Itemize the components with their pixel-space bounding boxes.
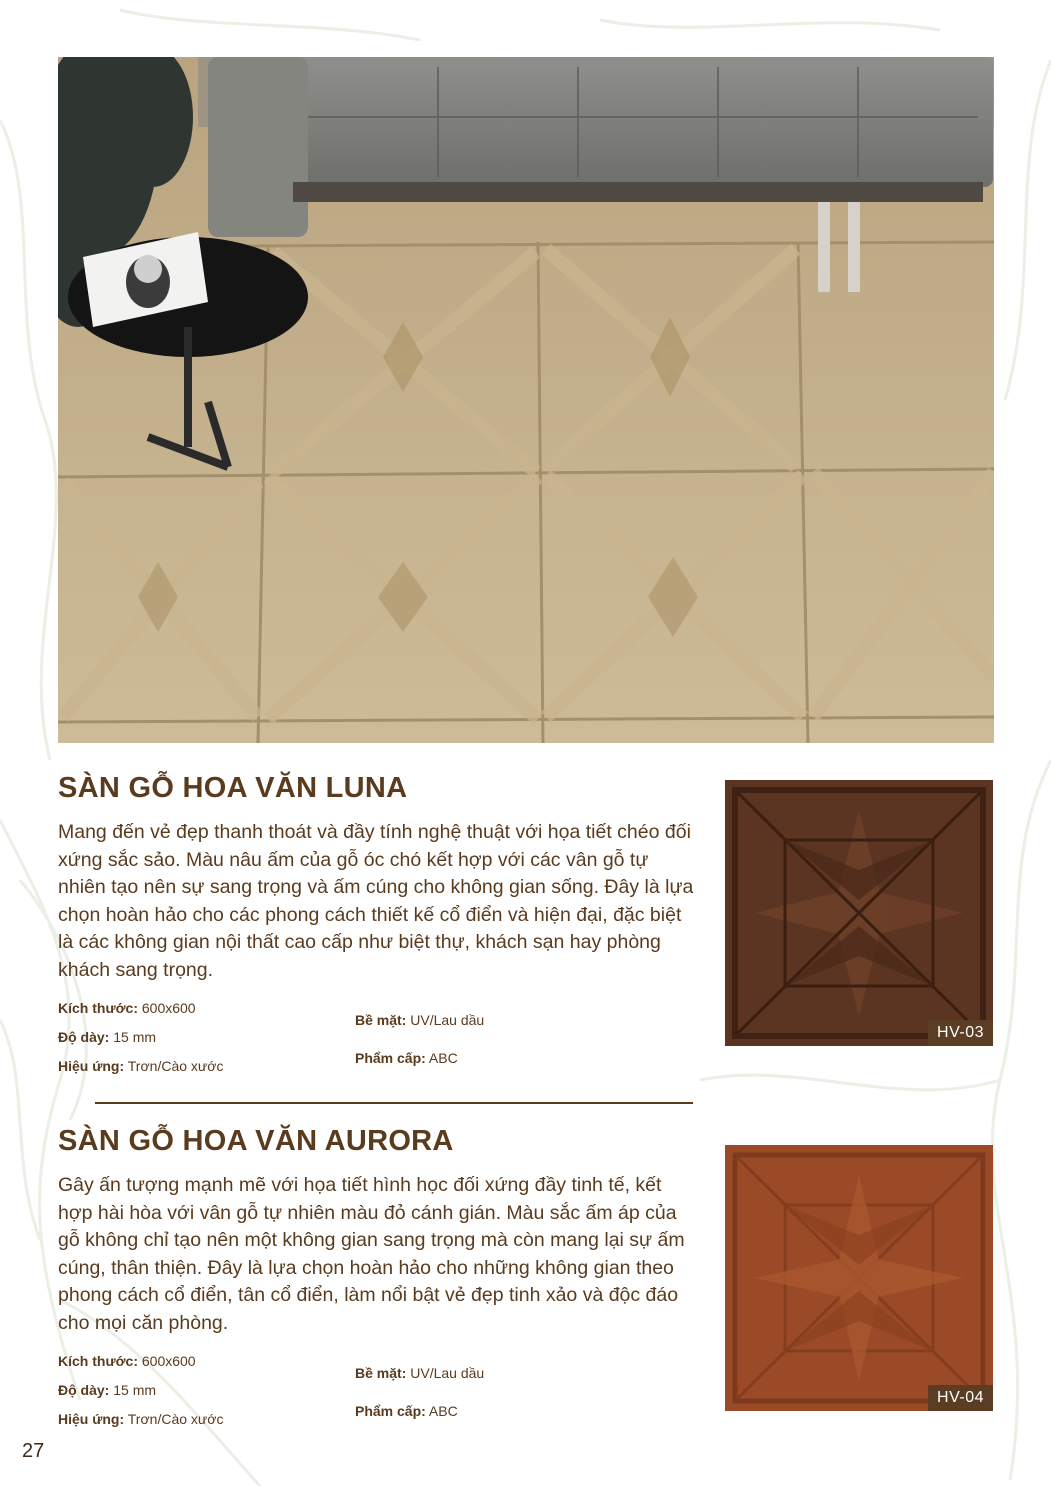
product-name: LUNA (325, 772, 408, 804)
living-room-parquet-floor-illustration (58, 57, 994, 743)
spec-grade: Phẩm cấp: ABC (355, 1050, 458, 1066)
product-description: Mang đến vẻ đẹp thanh thoát và đầy tính nghệ thuật với họa tiết chéo đối xứng sắc sảo. Màu nâu ấm của gỗ óc chó kết hợp với các vân gỗ tự nhiên tạo nên sự sang trọng và ấm cúng cho không gian sống. Đây là lựa chọn hoàn hảo cho các phong cách thiết kế cổ điển và hiện đại, đặc biệt là các không gian nội thất cao cấp như biệt thự, khách sạn hay phòng khách sang trọng. (58, 821, 694, 981)
hero-room-photo (58, 57, 994, 743)
page-number: 27 (22, 1440, 45, 1462)
product-name: AURORA (324, 1125, 454, 1157)
product-code-badge: HV-03 (928, 1020, 993, 1046)
product-specs (58, 1353, 698, 1443)
spec-effect: Hiệu ứng: Trơn/Cào xước (58, 1058, 224, 1074)
product-code-badge: HV-04 (928, 1385, 993, 1411)
swatch-luna (725, 780, 993, 1046)
swatch-aurora (725, 1145, 993, 1411)
spec-size: Kích thước: 600x600 (58, 1000, 196, 1016)
spec-effect: Hiệu ứng: Trơn/Cào xước (58, 1411, 224, 1427)
spec-surface: Bề mặt: UV/Lau dầu (355, 1365, 485, 1381)
spec-size: Kích thước: 600x600 (58, 1353, 196, 1369)
cherry-parquet-swatch (725, 1145, 993, 1411)
spec-grade: Phẩm cấp: ABC (355, 1403, 458, 1419)
spec-thickness: Độ dày: 15 mm (58, 1382, 157, 1398)
spec-thickness: Độ dày: 15 mm (58, 1029, 157, 1045)
product-section-luna (58, 772, 698, 1090)
product-title: SÀN GỖ HOA VĂN AURORA (58, 1125, 454, 1157)
product-description: Gây ấn tượng mạnh mẽ với họa tiết hình học đối xứng đầy tinh tế, kết hợp hài hòa với vân gỗ tự nhiên màu đỏ cánh gián. Màu sắc ấm áp của gỗ không chỉ tạo nên một không gian sang trọng mà còn mang lại sự ấm cúng, thân thiện. Đây là lựa chọn hoàn hảo cho những không gian theo phong cách cổ điển, tân cổ điển, làm nổi bật vẻ đẹp tinh xảo và độc đáo cho mọi căn phòng. (58, 1174, 685, 1334)
product-specs (58, 1000, 698, 1090)
section-divider (95, 1102, 693, 1104)
walnut-parquet-swatch (725, 780, 993, 1046)
product-section-aurora (58, 1125, 698, 1443)
product-title: SÀN GỖ HOA VĂN LUNA (58, 772, 408, 804)
spec-surface: Bề mặt: UV/Lau dầu (355, 1012, 485, 1028)
